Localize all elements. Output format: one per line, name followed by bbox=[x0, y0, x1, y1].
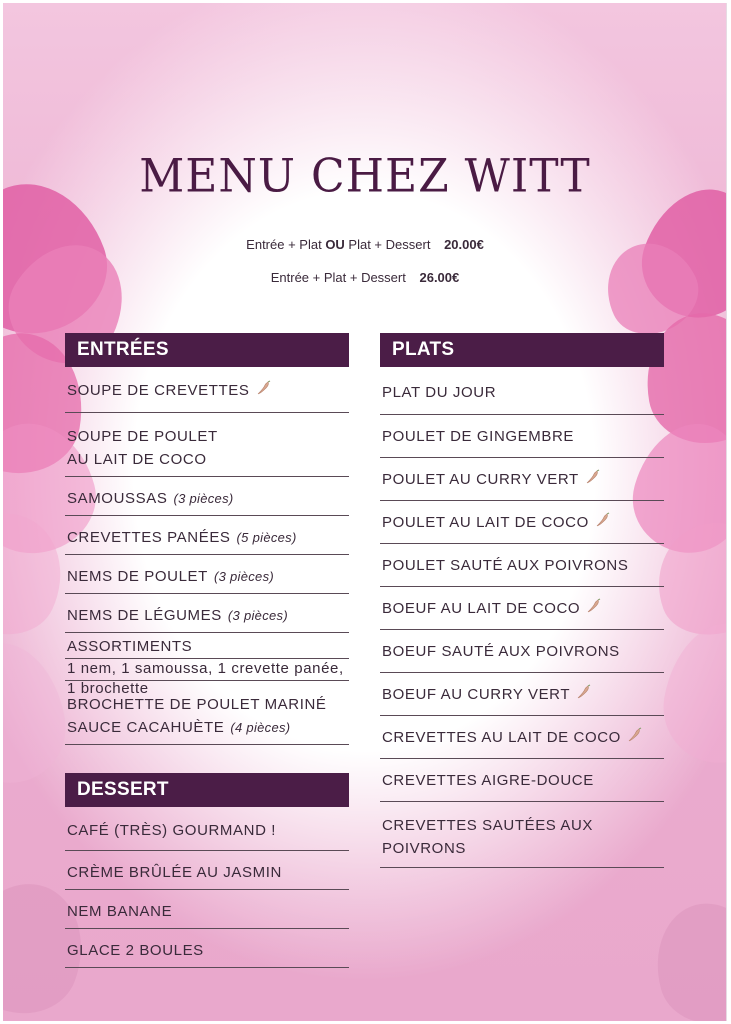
right-column bbox=[380, 333, 664, 868]
plat-item-name: POULET AU LAIT DE COCO bbox=[382, 514, 589, 531]
dessert-item bbox=[65, 807, 349, 851]
plat-item bbox=[380, 501, 664, 544]
plat-item bbox=[380, 415, 664, 458]
entree-item-name: SOUPE DE POULET bbox=[67, 428, 218, 445]
menu-page bbox=[3, 3, 727, 1021]
entree-item-note: (5 pièces) bbox=[236, 530, 297, 545]
plats-list bbox=[380, 367, 664, 868]
plat-item-name: POULET SAUTÉ AUX POIVRONS bbox=[382, 557, 629, 574]
entree-item bbox=[65, 516, 349, 555]
plat-item-name: PLAT DU JOUR bbox=[382, 384, 497, 401]
entree-item-name-line2: AU LAIT DE COCO bbox=[67, 451, 207, 468]
plat-item bbox=[380, 630, 664, 673]
entree-item-note: (3 pièces) bbox=[227, 608, 288, 623]
plat-item-name: CREVETTES AU LAIT DE COCO bbox=[382, 729, 621, 746]
dessert-item bbox=[65, 890, 349, 929]
plat-item-name: POULET AU CURRY VERT bbox=[382, 471, 579, 488]
dessert-item-name: NEM BANANE bbox=[67, 903, 173, 920]
plat-item bbox=[380, 367, 664, 415]
plat-item bbox=[380, 544, 664, 587]
entree-item-note: (3 pièces) bbox=[213, 569, 275, 584]
chili-pepper-icon bbox=[595, 512, 611, 535]
dessert-list bbox=[65, 807, 349, 968]
dessert-item-name: CAFÉ (TRÈS) GOURMAND ! bbox=[67, 822, 277, 839]
chili-pepper-icon bbox=[586, 598, 602, 621]
entree-item-note: (4 pièces) bbox=[230, 720, 291, 735]
left-column bbox=[65, 333, 349, 968]
entree-item bbox=[65, 633, 349, 659]
entree-item bbox=[65, 594, 349, 633]
dessert-item bbox=[65, 929, 349, 968]
formula-1-price: 20.00€ bbox=[444, 237, 484, 252]
entree-item-name: CREVETTES PANÉES bbox=[67, 529, 231, 546]
entree-item-name-line2: SAUCE CACAHUÈTE (4 pièces) bbox=[67, 719, 291, 736]
entree-item bbox=[65, 413, 349, 477]
formula-1-part1: Entrée + Plat bbox=[246, 237, 326, 252]
plat-item-name: BOEUF AU CURRY VERT bbox=[382, 686, 571, 703]
dessert-item bbox=[65, 851, 349, 890]
entrees-list bbox=[65, 367, 349, 745]
plat-item bbox=[380, 716, 664, 759]
plat-item-name-line2: POIVRONS bbox=[382, 840, 466, 857]
formula-1-or: OU bbox=[325, 237, 345, 252]
formula-1 bbox=[3, 237, 727, 252]
entree-item-name: ASSORTIMENTS bbox=[67, 638, 193, 655]
plat-item bbox=[380, 587, 664, 630]
menu-title: MENU CHEZ WITT bbox=[139, 149, 591, 204]
entree-item-name: SOUPE DE CREVETTES bbox=[67, 382, 250, 399]
entree-item-sub: 1 nem, 1 samoussa, 1 crevette panée, 1 brochette bbox=[65, 659, 349, 681]
dessert-item-name: CRÈME BRÛLÉE AU JASMIN bbox=[67, 864, 282, 881]
formula-2-text: Entrée + Plat + Dessert bbox=[270, 270, 406, 285]
plat-item-name: CREVETTES SAUTÉES AUX bbox=[382, 817, 593, 834]
entrees-heading: ENTRÉES bbox=[65, 333, 349, 367]
formula-2-price: 26.00€ bbox=[419, 270, 460, 285]
plat-item bbox=[380, 458, 664, 501]
entree-item-name: NEMS DE POULET bbox=[67, 568, 208, 585]
plat-item bbox=[380, 759, 664, 802]
chili-pepper-icon bbox=[585, 469, 601, 492]
entree-item bbox=[65, 367, 349, 413]
plat-item bbox=[380, 673, 664, 716]
entree-item bbox=[65, 555, 349, 594]
entree-item-name: NEMS DE LÉGUMES bbox=[67, 607, 222, 624]
chili-pepper-icon bbox=[256, 380, 272, 403]
plat-item-name: BOEUF AU LAIT DE COCO bbox=[382, 600, 581, 617]
plat-item-name: BOEUF SAUTÉ AUX POIVRONS bbox=[382, 643, 620, 660]
chili-pepper-icon bbox=[576, 684, 592, 707]
dessert-heading: DESSERT bbox=[65, 773, 349, 807]
plat-item-name: POULET DE GINGEMBRE bbox=[382, 428, 574, 445]
entree-item-name: BROCHETTE DE POULET MARINÉ bbox=[67, 696, 327, 713]
entree-item-name: SAMOUSSAS bbox=[67, 490, 168, 507]
dessert-item-name: GLACE 2 BOULES bbox=[67, 942, 204, 959]
chili-pepper-icon bbox=[627, 727, 643, 750]
plat-item-name: CREVETTES AIGRE-DOUCE bbox=[382, 772, 594, 789]
entree-item-note: (3 pièces) bbox=[173, 491, 234, 506]
formula-2 bbox=[3, 270, 727, 285]
entree-item bbox=[65, 477, 349, 516]
formula-1-part2: Plat + Dessert bbox=[344, 237, 431, 252]
plats-heading: PLATS bbox=[380, 333, 664, 367]
plat-item bbox=[380, 802, 664, 868]
